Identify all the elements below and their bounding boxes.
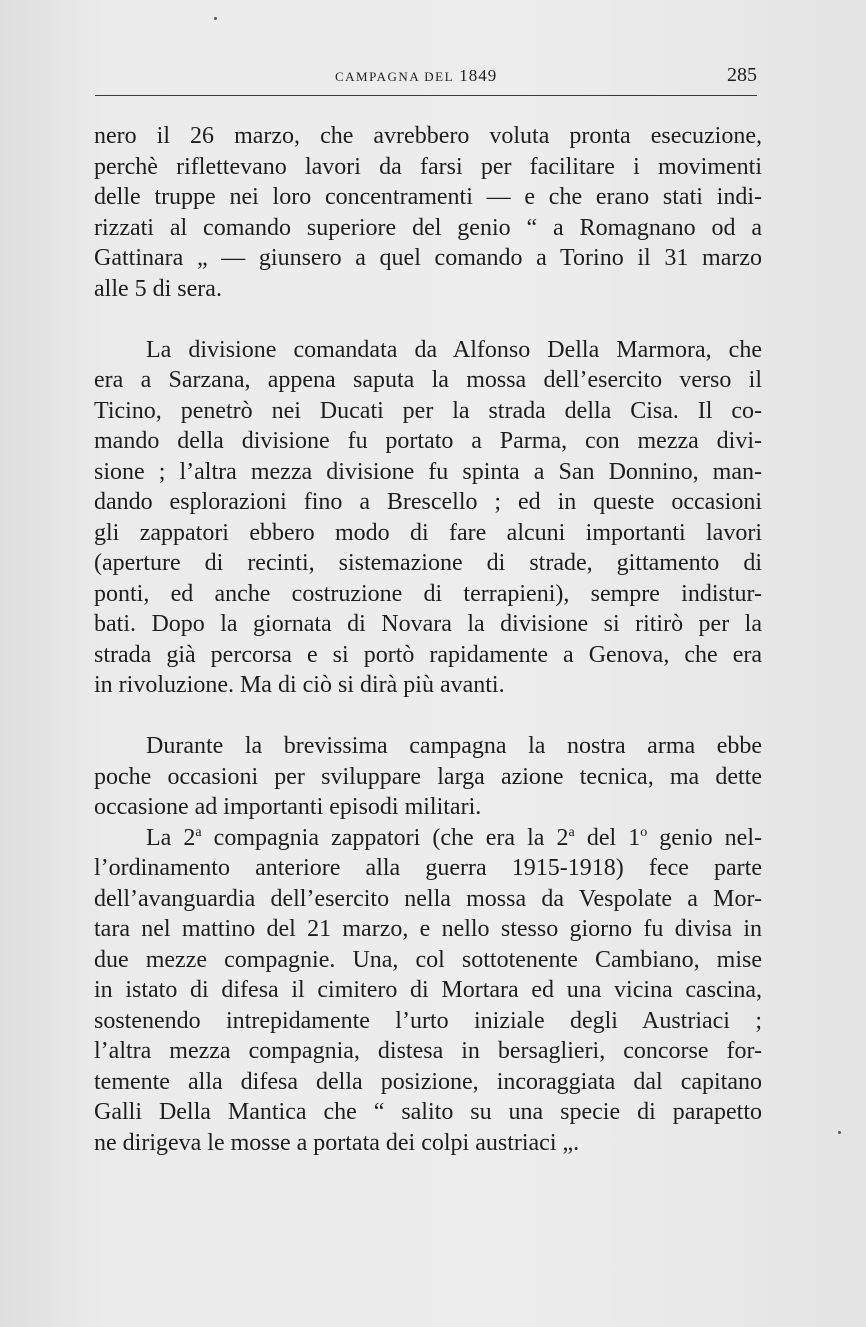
text-line: strada già percorsa e si portò rapidamente a Genova, che era xyxy=(94,641,762,668)
paragraph xyxy=(94,823,762,1159)
text-line: delle truppe nei loro concentramenti — e che erano stati indi- xyxy=(94,184,762,210)
text-line: bati. Dopo la giornata di Novara la divisione si ritirò per la xyxy=(94,611,762,637)
text-line: l’ordinamento anteriore alla guerra 1915-1918) fece parte xyxy=(94,855,762,881)
text-line: poche occasioni per sviluppare larga azione tecnica, ma dette xyxy=(94,763,762,790)
text-line: alle 5 di sera. xyxy=(94,275,222,302)
paragraph-gap xyxy=(94,304,762,335)
header-rule xyxy=(95,95,757,96)
text-line: in rivoluzione. Ma di ciò si dirà più avanti. xyxy=(94,672,505,698)
paragraph-gap xyxy=(94,701,762,732)
text-line: due mezze compagnie. Una, col sottotenente Cambiano, mise xyxy=(94,946,762,973)
text-line: tara nel mattino del 21 marzo, e nello stesso giorno fu divisa in xyxy=(94,916,762,942)
print-speck xyxy=(214,17,217,20)
text-line: temente alla difesa della posizione, incoraggiata dal capitano xyxy=(94,1068,762,1095)
text-line: Ticino, penetrò nei Ducati per la strada della Cisa. Il co- xyxy=(94,397,762,424)
paragraph xyxy=(94,121,762,304)
running-title-year: 1849 xyxy=(459,66,498,85)
text-line: era a Sarzana, appena saputa la mossa dell’esercito verso il xyxy=(94,367,762,393)
text-line: l’altra mezza compagnia, distesa in bersaglieri, concorse for- xyxy=(94,1038,762,1064)
running-title-text: CAMPAGNA DEL xyxy=(335,69,455,84)
text-line: ponti, ed anche costruzione di terrapieni), sempre indistur- xyxy=(94,580,762,607)
print-speck xyxy=(838,1131,841,1134)
text-line: gli zappatori ebbero modo di fare alcuni importanti lavori xyxy=(94,519,762,546)
page-header xyxy=(95,62,757,92)
page-number: 285 xyxy=(727,64,757,86)
paragraph xyxy=(94,731,762,823)
text-line: Durante la brevissima campagna la nostra arma ebbe xyxy=(146,733,762,759)
paragraph xyxy=(94,335,762,701)
text-line: perchè riflettevano lavori da farsi per facilitare i movimenti xyxy=(94,153,762,180)
text-line: occasione ad importanti episodi militari. xyxy=(94,794,482,820)
text-line: rizzati al comando superiore del genio “ a Romagnano od a xyxy=(94,214,762,241)
text-line: in istato di difesa il cimitero di Mortara ed una vicina cascina, xyxy=(94,977,762,1003)
text-line: nero il 26 marzo, che avrebbero voluta pronta esecuzione, xyxy=(94,123,762,149)
text-line: Galli Della Mantica che “ salito su una specie di parapetto xyxy=(94,1099,762,1125)
text-line: mando della divisione fu portato a Parma, con mezza divi- xyxy=(94,428,762,454)
text-line: ne dirigeva le mosse a portata dei colpi austriaci „. xyxy=(94,1129,580,1156)
text-line: sione ; l’altra mezza divisione fu spinta a San Donnino, man- xyxy=(94,458,762,485)
body-text xyxy=(94,121,762,1158)
text-line: La divisione comandata da Alfonso Della Marmora, che xyxy=(146,336,762,363)
text-line: dell’avanguardia dell’esercito nella mossa da Vespolate a Mor- xyxy=(94,885,762,912)
running-title xyxy=(335,66,497,86)
text-line: dando esplorazioni fino a Brescello ; ed in queste occasioni xyxy=(94,489,762,515)
text-line: Gattinara „ — giunsero a quel comando a Torino il 31 marzo xyxy=(94,245,762,271)
text-line: (aperture di recinti, sistemazione di strade, gittamento di xyxy=(94,550,762,576)
text-line: sostenendo intrepidamente l’urto iniziale degli Austriaci ; xyxy=(94,1007,762,1034)
text-line: La 2$^a$ compagnia zappatori (che era la 2$^a$ del 1$^o$ genio nel- xyxy=(146,824,762,851)
